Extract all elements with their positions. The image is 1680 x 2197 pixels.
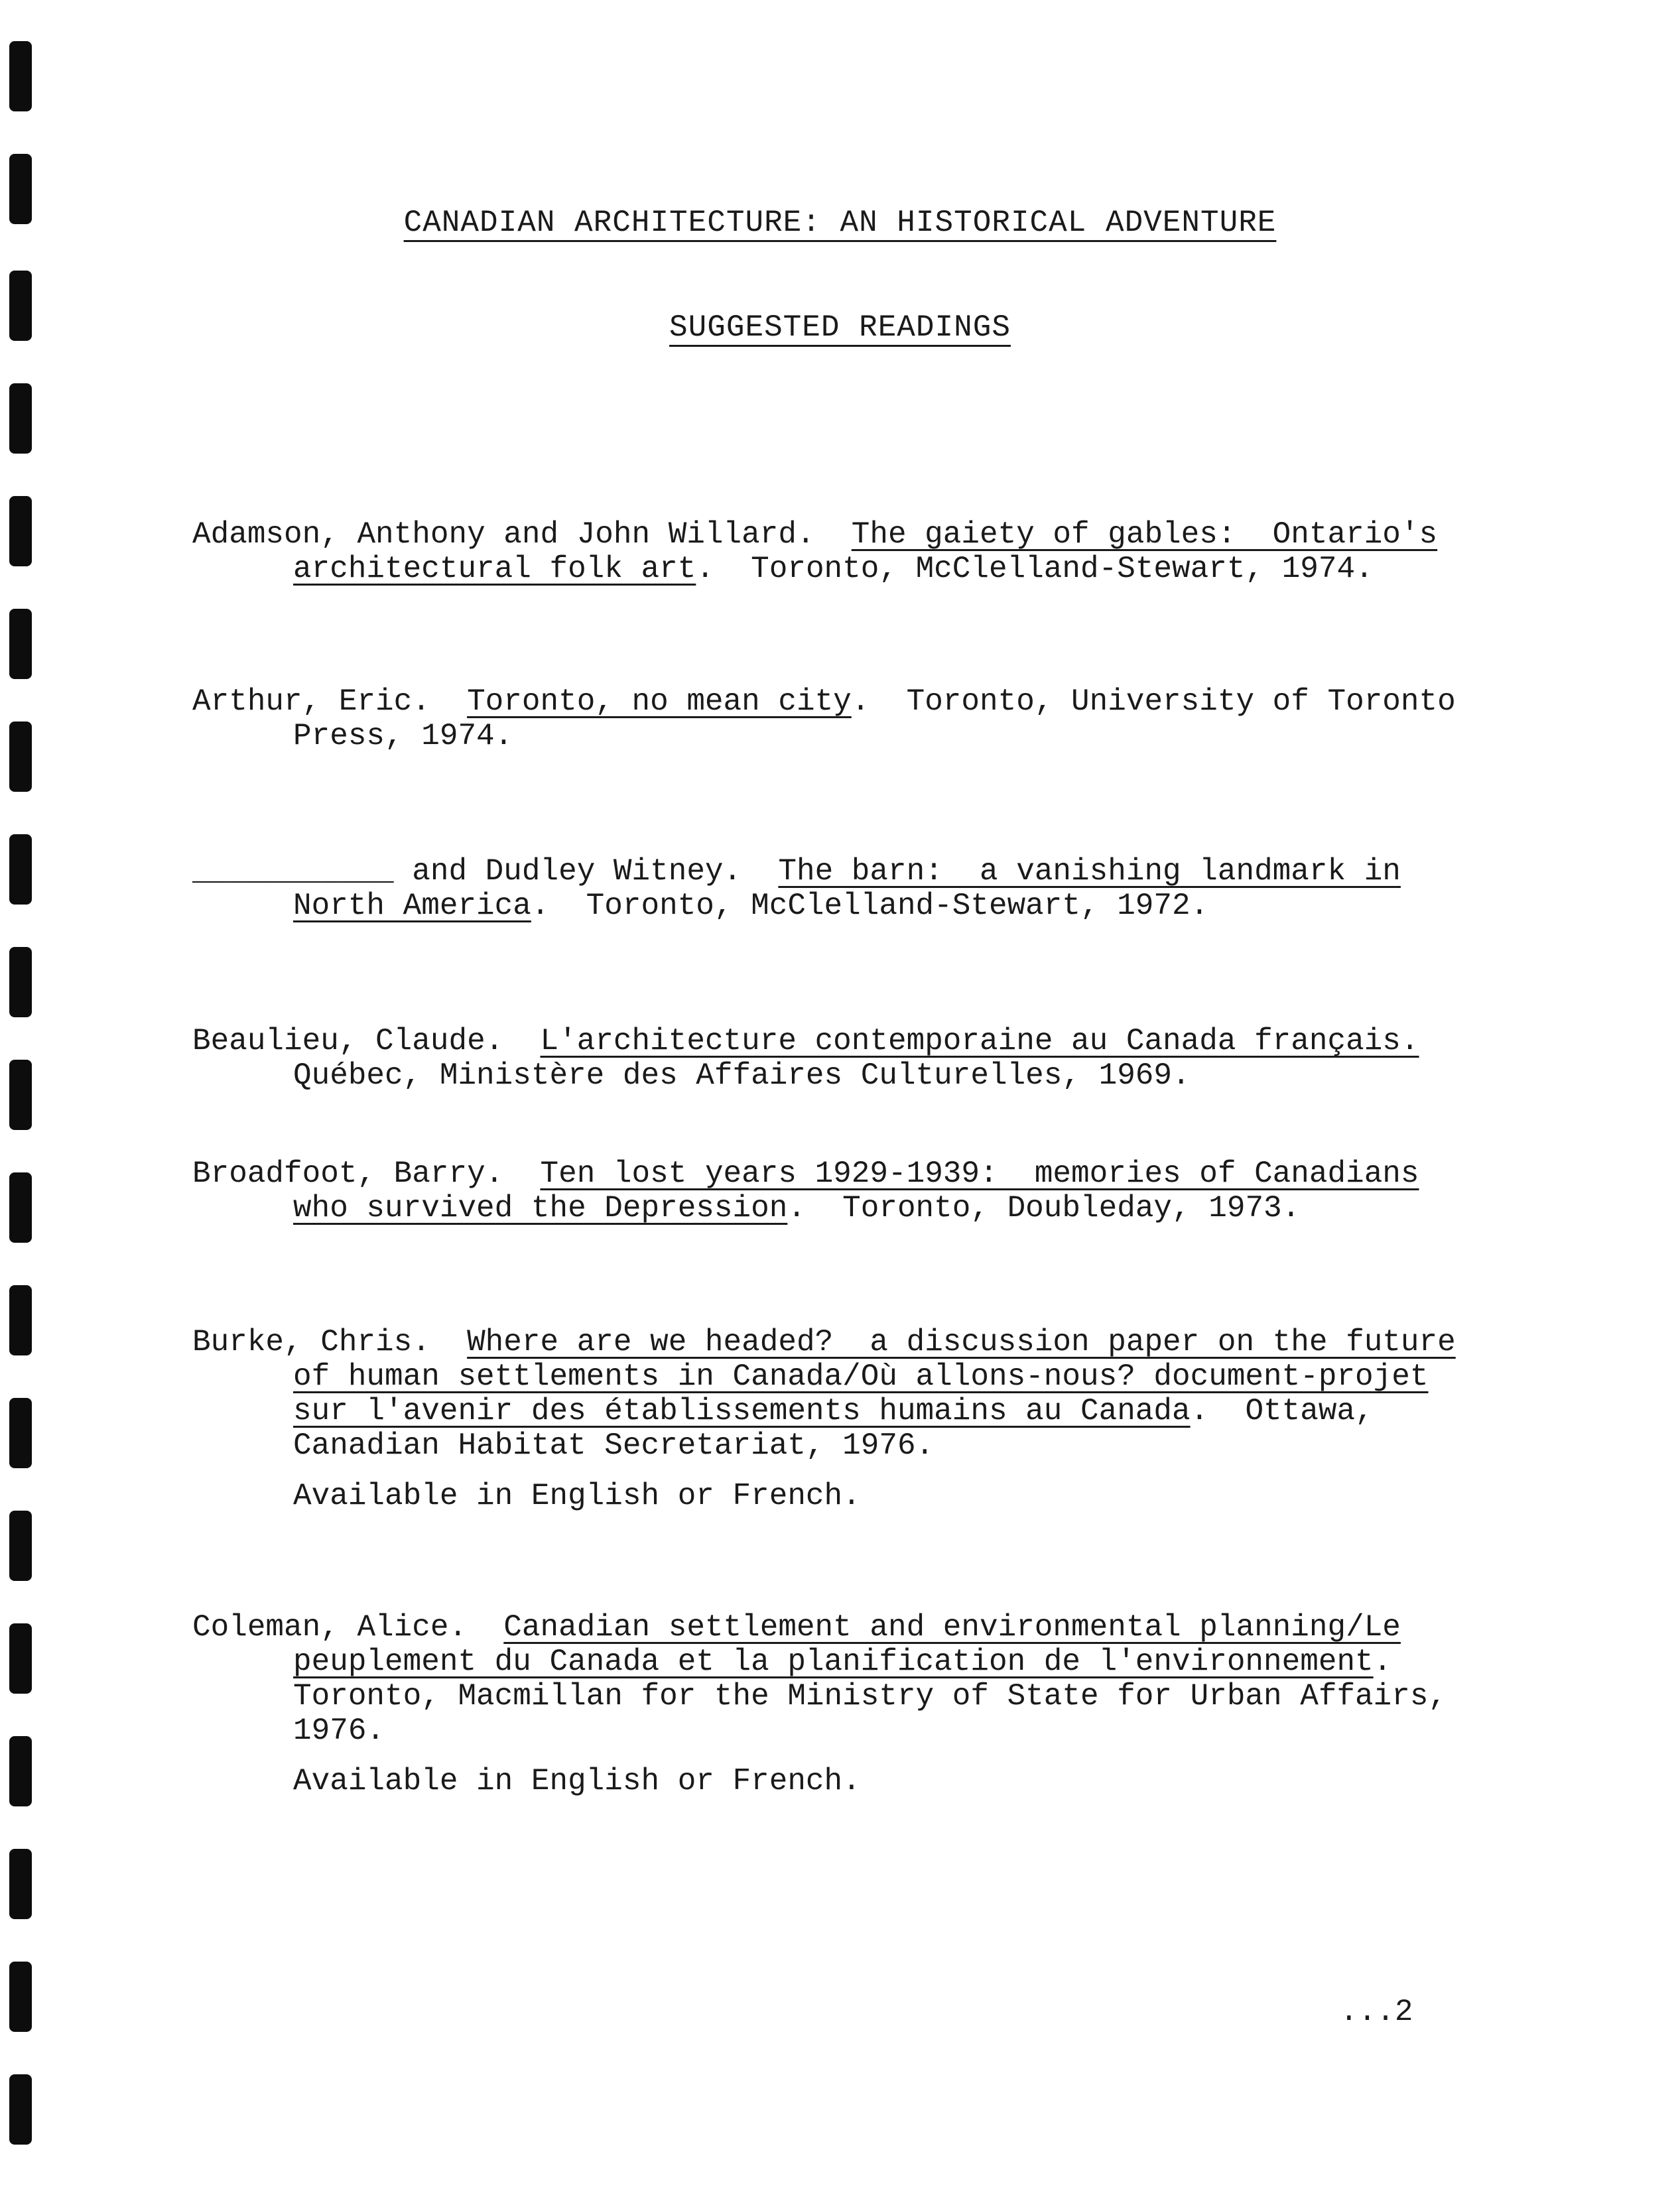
entry-line: Arthur, Eric. Toronto, no mean city. Toronto, University of Toronto [192,684,1456,719]
entry-line: Toronto, Macmillan for the Ministry of State for Urban Affairs, [293,1679,1447,1714]
entry-line: North America. Toronto, McClelland-Stewart, 1972. [293,889,1209,923]
binding-hole [9,1623,32,1694]
entry-line: Coleman, Alice. Canadian settlement and environmental planning/Le [192,1610,1401,1645]
entry-line: Québec, Ministère des Affaires Culturelles, 1969. [293,1058,1191,1093]
binding-hole [9,41,32,111]
binding-hole [9,947,32,1017]
binding-hole [9,609,32,679]
entry-line: peuplement du Canada et la planification de l'environnement. [293,1645,1392,1679]
binding-hole [9,834,32,905]
page-number: ...2 [1340,1995,1413,2029]
entry-line: of human settlements in Canada/Où allons-nous? document-projet [293,1359,1429,1394]
binding-hole [9,496,32,566]
entry-line: who survived the Depression. Toronto, Doubleday, 1973. [293,1191,1301,1225]
entry-line: Broadfoot, Barry. Ten lost years 1929-1939: memories of Canadians [192,1157,1419,1191]
reading-entry [192,1325,1585,1463]
availability-note: Available in English or French. [293,1479,861,1513]
entry-line: Burke, Chris. Where are we headed? a discussion paper on the future [192,1325,1456,1359]
entry-line: 1976. [293,1714,385,1748]
reading-entry [192,1157,1585,1225]
page-title: CANADIAN ARCHITECTURE: AN HISTORICAL ADVENTURE [403,206,1277,240]
binding-hole [9,2074,32,2145]
entry-line: Adamson, Anthony and John Willard. The gaiety of gables: Ontario's [192,517,1438,552]
reading-entry [192,854,1585,923]
binding-hole [9,1736,32,1806]
entry-line: Canadian Habitat Secretariat, 1976. [293,1428,935,1463]
entry-line: ___________ and Dudley Witney. The barn: a vanishing landmark in [192,854,1401,889]
reading-entry [192,1024,1585,1093]
binding-hole [9,1398,32,1468]
entry-line: sur l'avenir des établissements humains au Canada. Ottawa, [293,1394,1374,1428]
availability-note: Available in English or French. [293,1764,861,1798]
binding-hole [9,1849,32,1919]
reading-entry [192,517,1585,586]
binding-hole [9,1285,32,1355]
binding-hole [9,1962,32,2032]
reading-entry [192,684,1585,753]
binding-hole [9,383,32,454]
binding-hole [9,1060,32,1130]
binding-hole [9,722,32,792]
entry-line: Press, 1974. [293,719,513,753]
binding-hole [9,1511,32,1581]
page-subtitle: SUGGESTED READINGS [669,310,1011,345]
entry-line: architectural folk art. Toronto, McClelland-Stewart, 1974. [293,552,1374,586]
entry-line: Beaulieu, Claude. L'architecture contemporaine au Canada français. [192,1024,1419,1058]
binding-hole [9,1172,32,1243]
reading-entry [192,1610,1585,1748]
